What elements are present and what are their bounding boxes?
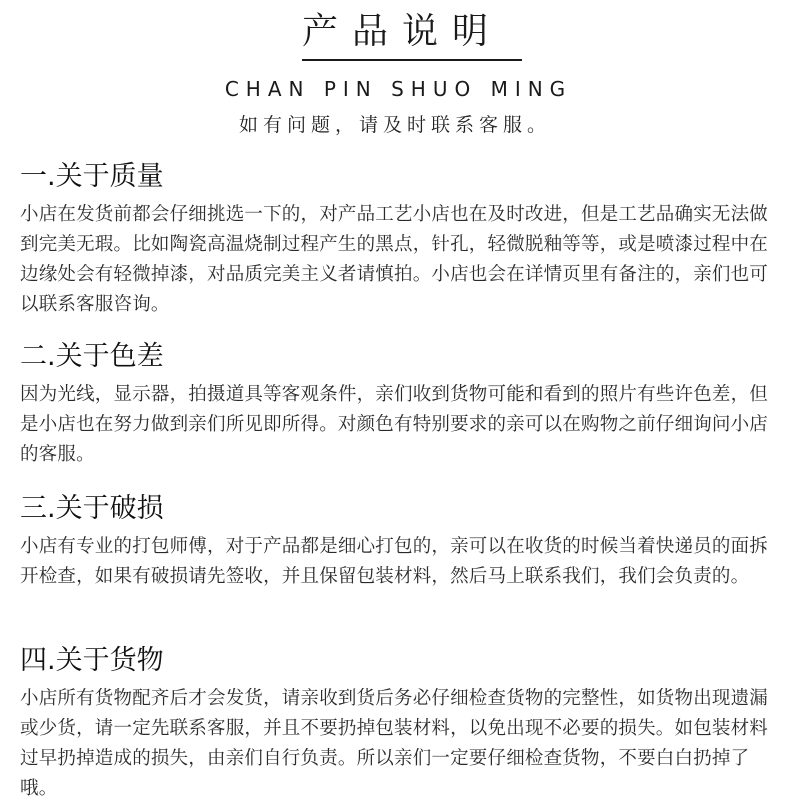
section-body: 因为光线，显示器，拍摄道具等客观条件，亲们收到货物可能和看到的照片有些许色差，但是小店也在努力做到亲们所见即所得。对颜色有特别要求的亲可以在购物之前仔细询问小店的客服。	[20, 384, 769, 465]
section-body: 小店在发货前都会仔细挑选一下的，对产品工艺小店也在及时改进，但是工艺品确实无法做到完美无瑕。比如陶瓷高温烧制过程产生的黑点，针孔，轻微脱釉等等，或是喷漆过程中在边缘处会有轻微掉漆，对品质完美主义者请慎拍。小店也会在详情页里有备注的，亲们也可以联系客服咨询。	[20, 204, 769, 315]
section-body: 小店有专业的打包师傅，对于产品都是细心打包的，亲可以在收货的时候当着快递员的面拆开检查，如果有破损请先签收，并且保留包装材料，然后马上联系我们，我们会负责的。	[20, 536, 769, 587]
section-body: 小店所有货物配齐后才会发货，请亲收到货后务必仔细检查货物的完整性，如货物出现遗漏或少货，请一定先联系客服，并且不要扔掉包装材料，以免出现不必要的损失。如包装材料过早扔掉造成的损失，由亲们自行负责。所以亲们一定要仔细检查货物，不要白白扔掉了哦。	[20, 688, 769, 799]
contact-note: 如有问题，请及时联系客服。	[238, 114, 551, 136]
title-underline	[302, 59, 522, 61]
section-quality	[20, 160, 775, 320]
section-color-difference	[20, 340, 775, 470]
title-pinyin: CHAN PIN SHUO MING	[224, 77, 573, 101]
section-heading: 一.关于质量	[20, 161, 164, 192]
page-title: 产品说明	[301, 11, 502, 52]
section-damage	[20, 492, 775, 592]
section-heading: 二.关于色差	[20, 341, 164, 372]
section-goods	[20, 644, 775, 804]
section-heading: 三.关于破损	[20, 493, 164, 524]
section-heading: 四.关于货物	[20, 645, 164, 676]
